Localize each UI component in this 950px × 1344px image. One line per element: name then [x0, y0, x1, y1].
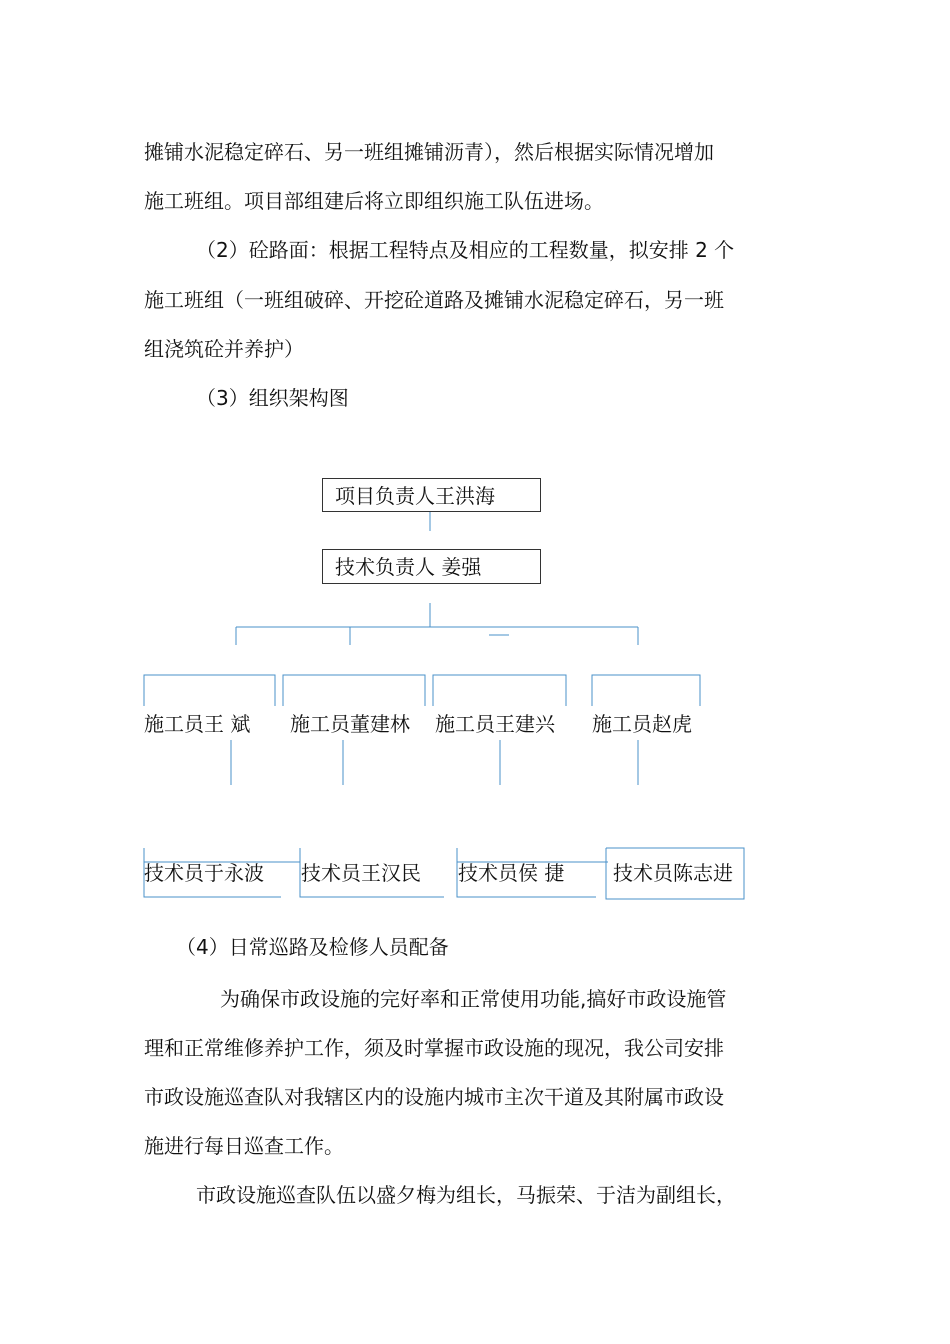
para2-line1: （2）砼路面：根据工程特点及相应的工程数量，拟安排 2 个	[196, 238, 735, 262]
org-node-worker: 施工员王 斌	[144, 712, 251, 736]
para2-line2: 施工班组（一班组破碎、开挖砼道路及摊铺水泥稳定碎石，另一班	[144, 288, 724, 312]
org-node-manager: 项目负责人王洪海	[322, 478, 541, 512]
org-node-technician: 技术员于永波	[144, 861, 264, 885]
org-node-worker: 施工员王建兴	[435, 712, 555, 736]
section-heading-org-chart: （3）组织架构图	[196, 386, 349, 410]
para3-line1: 为确保市政设施的完好率和正常使用功能,搞好市政设施管	[220, 987, 727, 1011]
org-node-technician: 技术员陈志进	[613, 861, 733, 885]
org-node-technician: 技术员侯 捷	[458, 861, 565, 885]
para3-line3: 市政设施巡查队对我辖区内的设施内城市主次干道及其附属市政设	[144, 1085, 724, 1109]
para4-line1: 市政设施巡查队伍以盛夕梅为组长，马振荣、于洁为副组长，	[196, 1183, 736, 1207]
para3-line2: 理和正常维修养护工作，须及时掌握市政设施的现况，我公司安排	[144, 1036, 724, 1060]
para3-line4: 施进行每日巡查工作。	[144, 1134, 344, 1158]
para2-line3: 组浇筑砼并养护）	[144, 337, 304, 361]
org-node-technician: 技术员王汉民	[301, 861, 421, 885]
section-heading-patrol: （4）日常巡路及检修人员配备	[176, 935, 449, 959]
org-node-tech-lead: 技术负责人 姜强	[322, 549, 541, 584]
para1-line1: 摊铺水泥稳定碎石、另一班组摊铺沥青），然后根据实际情况增加	[144, 140, 714, 164]
para1-line2: 施工班组。项目部组建后将立即组织施工队伍进场。	[144, 189, 604, 213]
org-node-worker: 施工员赵虎	[592, 712, 692, 736]
org-node-worker: 施工员董建林	[290, 712, 410, 736]
